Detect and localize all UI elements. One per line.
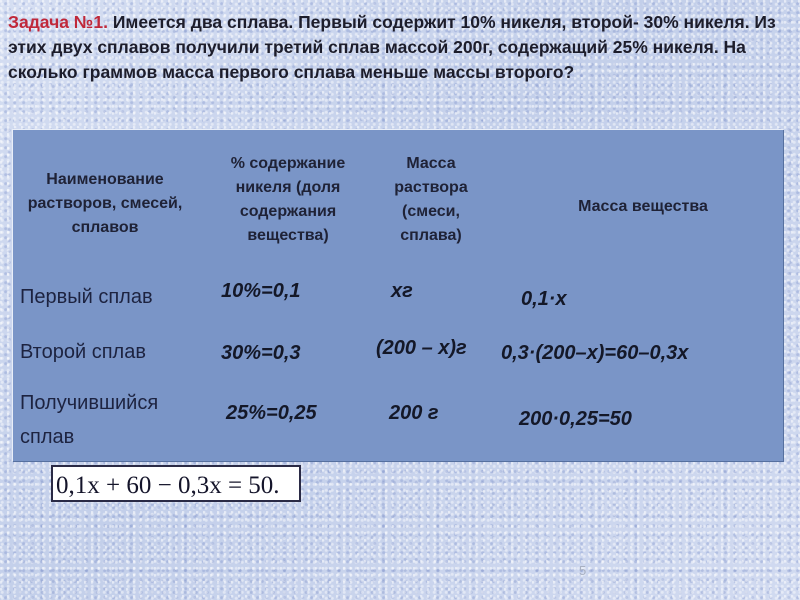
- solution-table: [12, 129, 783, 461]
- page-number: 5: [579, 563, 587, 578]
- row-3-name: Получившийся сплав: [20, 392, 159, 448]
- header-substance: Масса вещества: [578, 198, 708, 215]
- task-text: Имеется два сплава. Первый содержит 10% никеля, второй- 30% никеля. Из этих двух сплавов получили третий сплав массой 200г, содержащий 25% никеля. На сколько граммов масса первого сплава меньше массы второго?: [8, 12, 776, 82]
- row-1-percent: 10%=0,1: [221, 280, 301, 302]
- row-3-mass: 200 г: [389, 402, 439, 424]
- row-1-name: Первый сплав: [20, 286, 153, 308]
- row-2-name: Второй сплав: [20, 341, 146, 363]
- row-2-mass: (200 – х)г: [376, 337, 467, 359]
- task-statement: [8, 10, 788, 85]
- row-1-substance: 0,1·х: [521, 288, 567, 310]
- header-name: Наименование растворов, смесей, сплавов: [27, 171, 183, 236]
- task-label: Задача №1.: [8, 12, 108, 32]
- row-2-substance: 0,3·(200–х)=60–0,3х: [501, 342, 689, 364]
- row-2-percent: 30%=0,3: [221, 342, 301, 364]
- header-percent: % содержание никеля (доля содержания вещества): [230, 155, 346, 244]
- row-3-substance: 200·0,25=50: [519, 408, 632, 430]
- header-mass: Масса раствора (смеси, сплава): [394, 155, 468, 244]
- row-1-mass: хг: [391, 280, 413, 302]
- equation-box: 0,1x + 60 − 0,3x = 50.: [51, 465, 301, 502]
- row-3-percent: 25%=0,25: [226, 402, 317, 424]
